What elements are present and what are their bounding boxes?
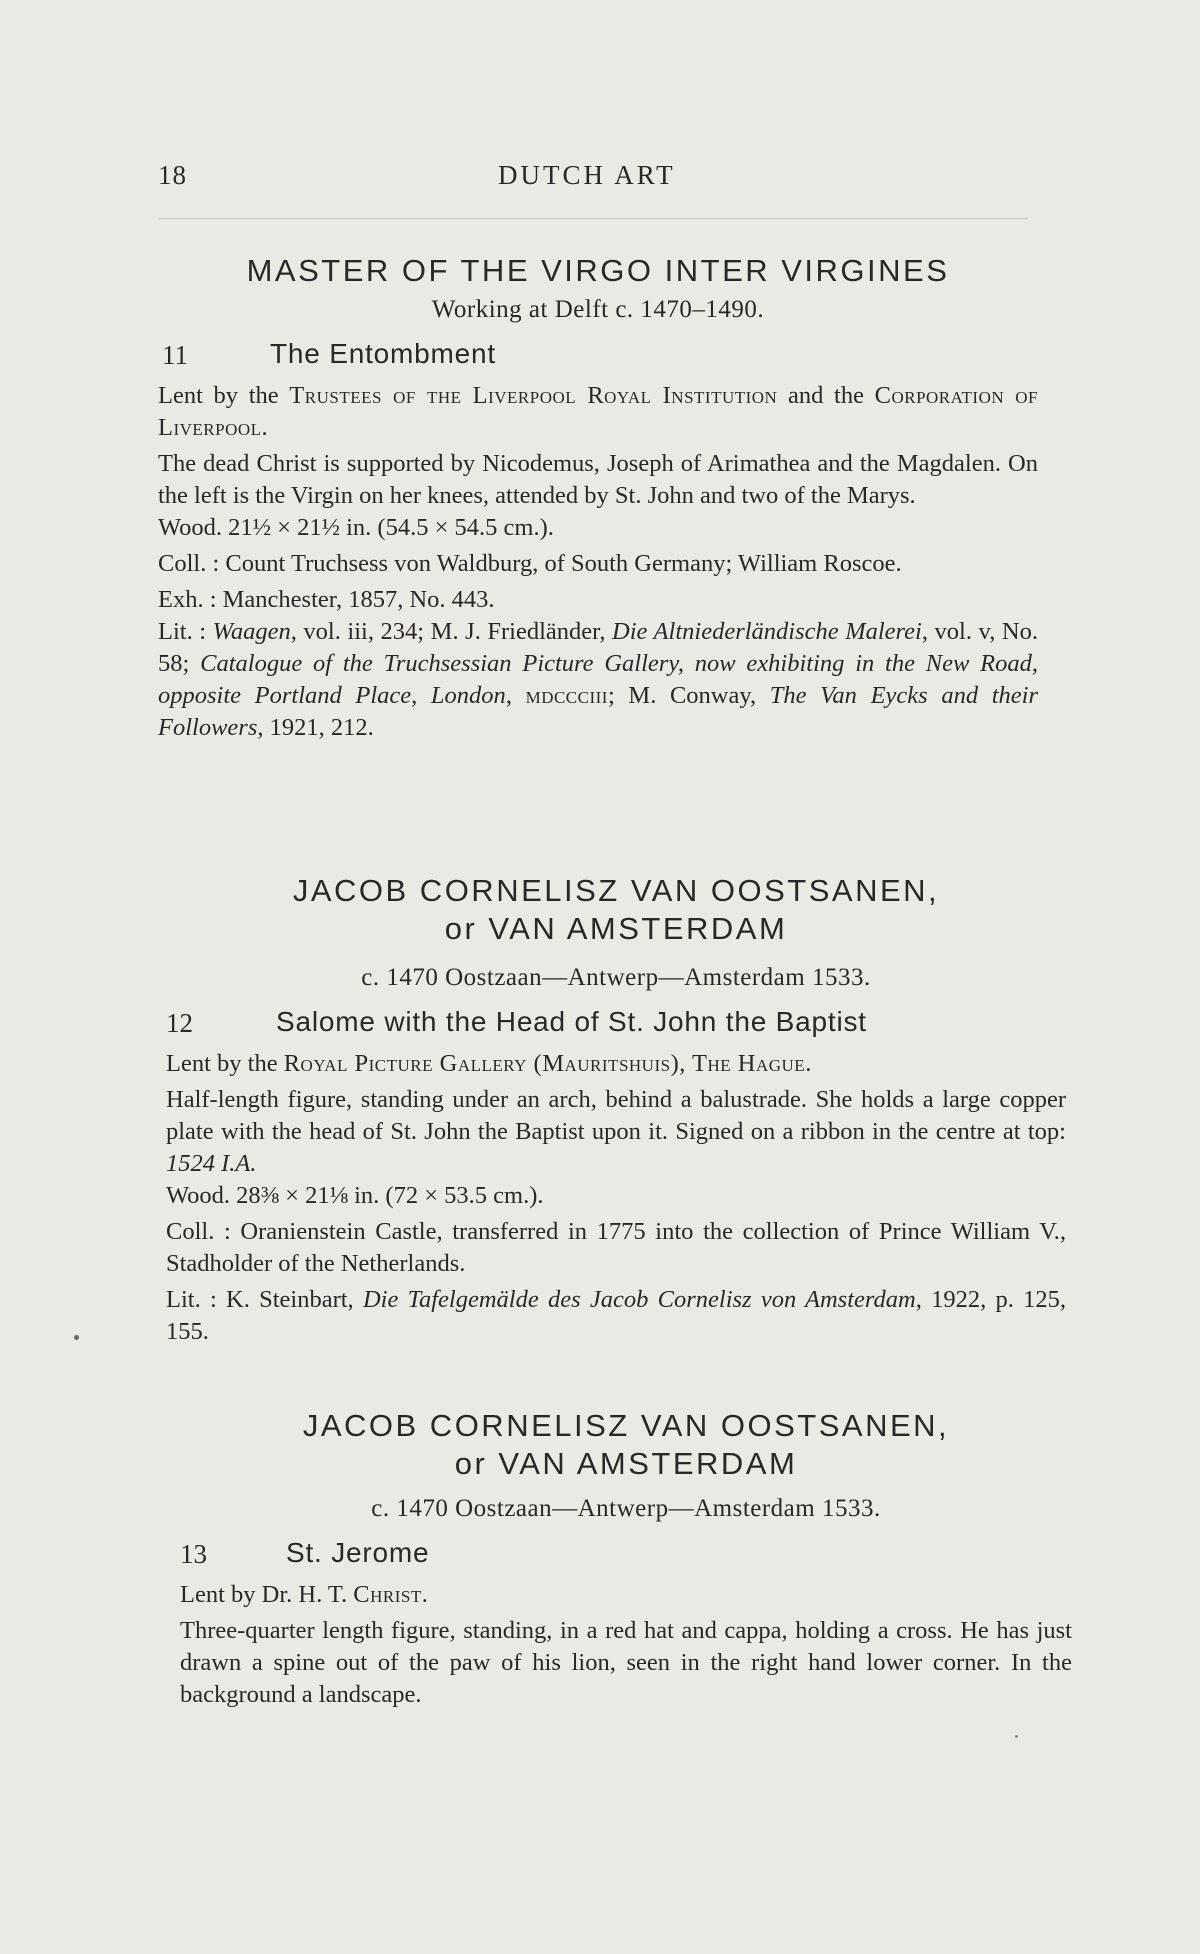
artist-name: JACOB CORNELISZ VAN OOSTSANEN, or VAN AMSTERDAM bbox=[302, 1408, 950, 1481]
running-head bbox=[158, 160, 1038, 200]
artist-dates: c. 1470 Oostzaan—Antwerp—Amsterdam 1533. bbox=[361, 964, 871, 991]
collection: Coll. : Count Truchsess von Waldburg, of South Germany; William Roscoe. bbox=[158, 550, 902, 577]
entry-number: 11 bbox=[162, 340, 188, 370]
exhibition: Exh. : Manchester, 1857, No. 443. bbox=[158, 586, 495, 613]
artist-name: MASTER OF THE VIRGO INTER VIRGINES bbox=[246, 253, 950, 288]
entry-heading bbox=[162, 336, 1038, 376]
entry-number: 13 bbox=[180, 1539, 207, 1569]
entry-title: St. Jerome bbox=[286, 1537, 430, 1568]
paper-mark bbox=[1015, 1735, 1018, 1738]
entry-heading bbox=[166, 1004, 1066, 1044]
artist-dates: c. 1470 Oostzaan—Antwerp—Amsterdam 1533. bbox=[371, 1495, 881, 1522]
artist-name: JACOB CORNELISZ VAN OOSTSANEN, or VAN AMSTERDAM bbox=[292, 873, 940, 946]
signature: 1524 I.A. bbox=[166, 1150, 257, 1177]
description: Three-quarter length figure, standing, in a red hat and cappa, holding a cross. He has just drawn a spine out of the paw of his lion, seen in the right hand lower corner. In the background a landscape. bbox=[180, 1617, 1072, 1708]
description: Half-length figure, standing under an arch, behind a balustrade. She holds a large copper plate with the head of St. John the Baptist upon it. Signed on a ribbon in the centre at top: 1524 I.A. bbox=[166, 1086, 1066, 1177]
lent-by: Lent by the Royal Picture Gallery (Mauritshuis), The Hague. bbox=[166, 1050, 812, 1077]
lent-by: Lent by the Trustees of the Liverpool Royal Institution and the Corporation of Liverpool. bbox=[158, 382, 1039, 441]
artist-dates: Working at Delft c. 1470–1490. bbox=[431, 296, 765, 323]
lent-by: Lent by Dr. H. T. Christ. bbox=[180, 1581, 428, 1608]
section-master-virgo bbox=[158, 252, 1038, 744]
section-jacob-cornelisz-2 bbox=[180, 1407, 1072, 1711]
page-number: 18 bbox=[158, 160, 187, 190]
entry-title: The Entombment bbox=[270, 338, 496, 369]
header-rule bbox=[158, 218, 1028, 219]
paper-mark bbox=[74, 1335, 79, 1340]
lender-name: Trustees of the Liverpool Royal Institution bbox=[289, 382, 778, 409]
medium-dimensions: Wood. 21½ × 21½ in. (54.5 × 54.5 cm.). bbox=[158, 514, 554, 541]
entry-title: Salome with the Head of St. John the Baptist bbox=[276, 1006, 867, 1037]
lender-name: Royal Picture Gallery (Mauritshuis), The Hague bbox=[283, 1050, 806, 1077]
running-title: DUTCH ART bbox=[498, 160, 676, 190]
collection: Coll. : Oranienstein Castle, transferred in 1775 into the collection of Prince William V., Stadholder of the Netherlands. bbox=[166, 1218, 1066, 1277]
medium-dimensions: Wood. 28⅜ × 21⅛ in. (72 × 53.5 cm.). bbox=[166, 1182, 544, 1209]
literature: Lit. : Waagen, vol. iii, 234; M. J. Friedländer, Die Altniederländische Malerei, vol. v, No. 58; Catalogue of the Truchsessian Picture Gallery, now exhibiting in the New Road, opposite Portland Place, London, mdccciii; M. Conway, The Van Eycks and their Followers, 1921, 212. bbox=[158, 618, 1038, 741]
entry-heading bbox=[180, 1535, 1072, 1575]
description: The dead Christ is supported by Nicodemus, Joseph of Arimathea and the Magdalen. On the left is the Virgin on her knees, attended by St. John and two of the Marys. bbox=[158, 450, 1038, 509]
literature: Lit. : K. Steinbart, Die Tafelgemälde des Jacob Cornelisz von Amsterdam, 1922, p. 125, 155. bbox=[166, 1286, 1066, 1345]
lender-name: Corporation of Liverpool bbox=[158, 382, 1039, 441]
entry-number: 12 bbox=[166, 1008, 193, 1038]
lender-name: Christ bbox=[353, 1581, 422, 1608]
section-jacob-cornelisz-1 bbox=[166, 872, 1066, 1348]
